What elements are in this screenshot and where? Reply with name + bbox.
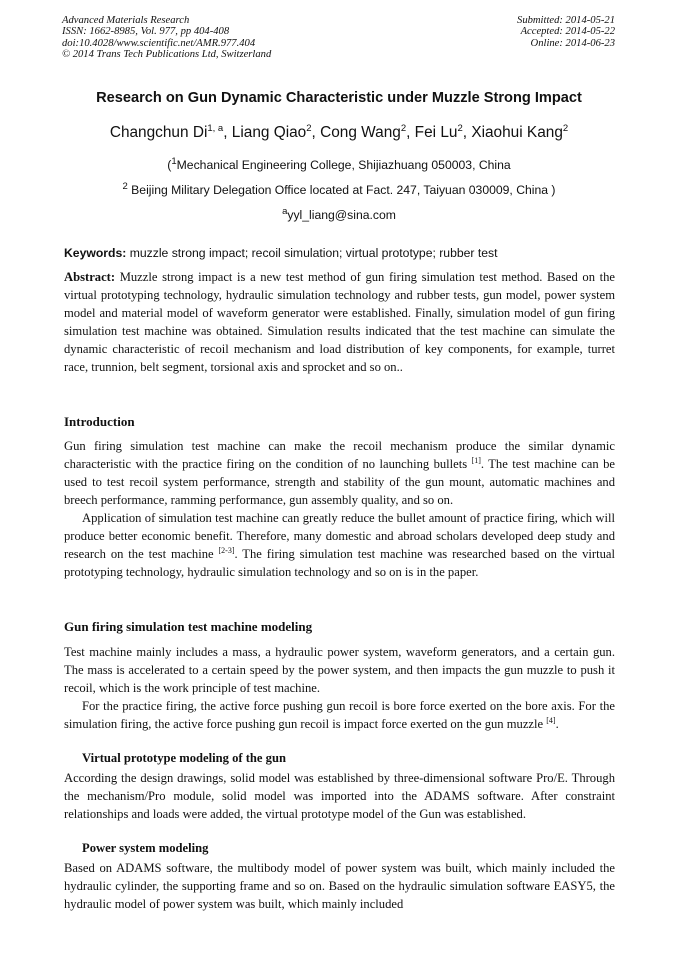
citation-ref: [2-3] xyxy=(218,545,235,555)
abstract-text: Muzzle strong impact is a new test method of gun firing simulation test method. Based on the virtual prototyping technology, hydraulic simulation technology and rubber tests, gun model, power system model and material model of waveform generator were established. Finally, simulation model of gun firing simulation test machine was obtained. Simulation results indicated that the test machine can simulate the dynamic characteristic of recoil mechanism and load distribution of key components, for example, turret race, trunnion, belt segment, torsional axis and sprocket and so on.. xyxy=(64,270,615,374)
accepted-date: Accepted: 2014-05-22 xyxy=(520,26,615,38)
journal-name: Advanced Materials Research xyxy=(62,15,190,26)
power-system-subheading: Power system modeling xyxy=(82,841,209,855)
author-sup: 1, a xyxy=(207,122,224,134)
paper-title: Research on Gun Dynamic Characteristic under Muzzle Strong Impact xyxy=(96,90,582,106)
email-sup: a xyxy=(282,205,288,217)
online-date: Online: 2014-06-23 xyxy=(530,37,615,49)
journal-doi: doi:10.4028/www.scientific.net/AMR.977.404 xyxy=(62,37,256,49)
intro-p1-text-b: . The test machine can be used to test recoil system performance, strength and stability of the gun mount, automatic machines and breech performance, ramming performance, gun assembly quality, and so on. xyxy=(64,457,615,507)
affiliation-sup: 1 xyxy=(171,155,177,167)
journal-copyright: © 2014 Trans Tech Publications Ltd, Switzerland xyxy=(62,49,272,61)
citation-ref: [4] xyxy=(546,715,556,725)
modeling-body xyxy=(64,643,615,733)
keywords-label: Keywords: xyxy=(64,246,127,260)
introduction-heading: Introduction xyxy=(64,414,135,429)
affiliation-text: Beijing Military Delegation Office located at Fact. 247, Taiyuan 030009, China ) xyxy=(131,183,556,197)
introduction-body xyxy=(64,437,615,581)
intro-p1-text-a: Gun firing simulation test machine can make the recoil mechanism produce the similar dynamic characteristic with the practice firing on the condition of no launching bullets xyxy=(64,439,615,471)
author-sup: 2 xyxy=(400,122,407,134)
author-name: Cong Wang xyxy=(320,124,401,141)
author-email xyxy=(30,205,648,222)
introduction-paragraph-1 xyxy=(64,437,615,509)
modeling-paragraph-1: Test machine mainly includes a mass, a hydraulic power system, waveform generators, and a certain gun. The mass is accelerated to a certain speed by the power system, and then impacts the gun muzzle to push it recoil, which is the work principle of test machine. xyxy=(64,645,615,695)
author-sup: 2 xyxy=(457,122,463,134)
author-name: Liang Qiao xyxy=(231,124,307,141)
affiliation-1 xyxy=(30,155,648,172)
affiliation-sup: 2 xyxy=(122,180,128,192)
modeling-paragraph-2 xyxy=(64,697,615,733)
modeling-p2-text-b: . xyxy=(555,717,559,731)
affiliation-paren: ( xyxy=(167,158,172,172)
virtual-prototype-paragraph: According the design drawings, solid model was established by three-dimensional software Pro/E. Through the mechanism/Pro module, solid model was imported into the ADAMS software. After constraint relationships and loads were added, the virtual prototype model of the Gun was established. xyxy=(64,771,615,821)
keywords xyxy=(64,246,615,260)
author-name: Fei Lu xyxy=(414,124,458,141)
intro-p2-text-a: Application of simulation test machine can greatly reduce the bullet amount of practice firing, which will produce better economic benefit. Therefore, many domestic and abroad scholars developed deep study and research on the test machine xyxy=(64,511,615,561)
author-name: Xiaohui Kang xyxy=(471,124,563,141)
modeling-heading: Gun firing simulation test machine modeling xyxy=(64,619,313,634)
keywords-text: muzzle strong impact; recoil simulation; virtual prototype; rubber test xyxy=(129,246,498,260)
author-list: Changchun Di$^{1, a}$, Liang Qiao$^2$, Cong Wang$^2$, Fei Lu$^2$, Xiaohui Kang$^2$ xyxy=(109,122,569,141)
author-sup: 2 xyxy=(306,122,312,134)
dates-header xyxy=(517,15,615,49)
modeling-p2-text-a: For the practice firing, the active force pushing gun recoil is bore force exerted on the bore axis. For the simulation firing, the active force pushing gun recoil is impact force exerted on the gun muzzle xyxy=(64,699,615,731)
email-text: yyl_liang@sina.com xyxy=(287,208,396,222)
author-name: Changchun Di xyxy=(109,124,208,141)
affiliation-text: Mechanical Engineering College, Shijiazhuang 050003, China xyxy=(176,158,511,172)
journal-info-header xyxy=(62,15,271,61)
citation-ref: [1] xyxy=(471,455,481,465)
abstract-label: Abstract: xyxy=(64,270,116,284)
abstract xyxy=(64,268,615,376)
power-system-paragraph: Based on ADAMS software, the multibody model of power system was built, which mainly included the hydraulic cylinder, the supporting frame and so on. Based on the hydraulic simulation software EASY5, the hydraulic model of power system was built, which mainly included xyxy=(64,861,615,911)
affiliation-2 xyxy=(30,180,648,197)
author-sup: 2 xyxy=(562,122,569,134)
virtual-prototype-subheading: Virtual prototype modeling of the gun xyxy=(82,751,286,765)
journal-issn: ISSN: 1662-8985, Vol. 977, pp 404-408 xyxy=(62,26,230,38)
intro-p2-text-b: . The firing simulation test machine was researched based on the virtual prototyping technology, hydraulic simulation technology and so on is in the paper. xyxy=(64,547,615,579)
submitted-date: Submitted: 2014-05-21 xyxy=(517,15,615,26)
introduction-paragraph-2 xyxy=(64,509,615,581)
